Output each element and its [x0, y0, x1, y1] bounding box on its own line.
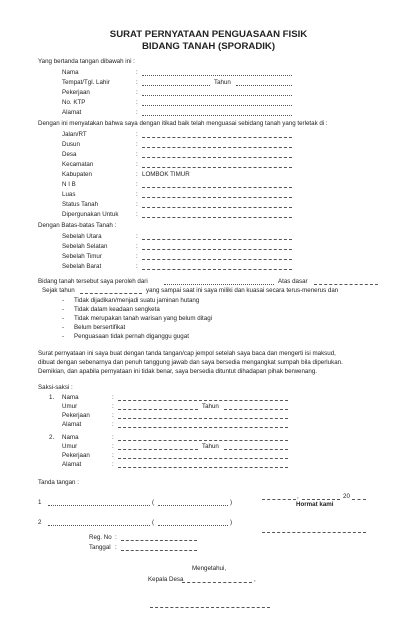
tanggal-label: Tanggal [89, 544, 111, 551]
condition-item: Tidak merupakan tanah warisan yang belum ditagi [74, 315, 213, 322]
witness-label-umur: Umur [62, 443, 78, 450]
label-sebelah-barat: Sebelah Barat [62, 263, 102, 270]
obtained-text-2: Atas dasar [278, 278, 308, 285]
signature-number: 2 [38, 519, 42, 526]
label-no-ktp: No. KTP [62, 99, 86, 106]
field-jalan-rt [142, 131, 292, 138]
field-pekerjaan [142, 89, 292, 96]
label-dipergunakan-untuk: Dipergunakan Untuk [62, 211, 119, 218]
field-kecamatan [142, 161, 292, 168]
condition-item: Tidak dijadikan/menjadi suatu jaminan hutang [74, 297, 200, 304]
field-sebelah-selatan [142, 243, 292, 250]
witness-number: 2. [49, 434, 55, 441]
statement-text: Dengan ini menyatakan bahwa saya dengan itikad baik telah menguasai sebidang tanah yang terletak di : [38, 120, 328, 127]
since-text-1: Sejak tahun [42, 287, 75, 294]
field-since-year [80, 287, 142, 294]
witness-label-umur: Umur [62, 403, 78, 410]
signatures-heading: Tanda tangan : [38, 479, 79, 486]
document-title-line-1: SURAT PERNYATAAN PENGUASAAN FISIK [109, 29, 308, 40]
witness-number: 1. [49, 394, 55, 401]
witness-label-tahun: Tahun [202, 403, 219, 410]
closing-line-3: Demikian, dan apabila pernyataan ini tidak benar, saya bersedia dituntut dihadapan pihak berwenang. [38, 368, 317, 375]
field-sebelah-utara [142, 233, 292, 240]
field-desa [142, 151, 292, 158]
field-status-tanah [142, 201, 292, 208]
tanggal-field [121, 544, 197, 551]
closing-line-1: Surat pernyataan ini saya buat dengan tanda tangan/cap jempol setelah saya baca dan mengerti isi maksud, [38, 350, 336, 357]
label-alamat: Alamat [62, 109, 82, 116]
kepala-desa-label: Kepala Desa [148, 576, 184, 583]
witness-field-umur [118, 443, 198, 450]
field-tempat-lahir [142, 79, 210, 86]
obtained-text-1: Bidang tanah tersebut saya peroleh dari [38, 278, 148, 285]
signature-name-1 [158, 499, 228, 506]
witness-field-pekerjaan [118, 412, 288, 419]
field-dusun [142, 141, 292, 148]
mengetahui-label: Mengetahui, [192, 565, 227, 572]
signature-name-2 [158, 519, 228, 526]
witnesses-heading: Saksi-saksi : [38, 384, 73, 391]
signature-number: 1 [38, 499, 42, 506]
reg-no-field [121, 534, 197, 541]
label-tempat-tgl-lahir: Tempat/Tgl. Lahir [62, 79, 110, 86]
label-nib: N I B [62, 181, 76, 188]
label-jalan-rt: Jalan/RT [62, 131, 87, 138]
kepala-desa-signature-line [150, 601, 270, 608]
reg-no-label: Reg. No [89, 534, 112, 541]
witness-field-alamat [118, 421, 288, 428]
witness-field-alamat [118, 461, 288, 468]
field-nib [142, 181, 292, 188]
field-sebelah-timur [142, 253, 292, 260]
label-dusun: Dusun [62, 141, 80, 148]
witness-field-nama [118, 394, 288, 401]
witness-field-pekerjaan [118, 452, 288, 459]
field-luas [142, 191, 292, 198]
date-field [302, 493, 340, 500]
field-alamat [142, 109, 292, 116]
declarant-signature-line [262, 526, 366, 533]
hormat-kami-label: Hormat kami [296, 501, 334, 508]
label-nama: Nama [62, 69, 79, 76]
year-prefix: 20 [343, 493, 350, 500]
field-nama [142, 69, 292, 76]
closing-line-2: dibuat dengan sebenarnya dan penuh tanggung jawab dan saya bersedia mengangkat sumpah bila diperlukan. [38, 359, 343, 366]
field-sebelah-barat [142, 263, 292, 270]
field-no-ktp [142, 99, 292, 106]
field-dipergunakan-untuk [142, 211, 292, 218]
since-text-2: yang sampai saat ini saya miliki dan kuasai secara terus-menerus dan [146, 287, 339, 294]
witness-label-pekerjaan: Pekerjaan [62, 452, 90, 459]
field-obtained-from [164, 278, 274, 285]
signature-line-1 [48, 499, 150, 506]
place-field [262, 493, 296, 500]
witness-label-pekerjaan: Pekerjaan [62, 412, 90, 419]
label-status-tanah: Status Tanah [62, 201, 99, 208]
document-title-line-2: BIDANG TANAH (SPORADIK) [141, 41, 276, 52]
witness-label-nama: Nama [62, 394, 79, 401]
witness-field-tahun [224, 443, 288, 450]
field-atas-dasar [314, 278, 378, 285]
label-sebelah-selatan: Sebelah Selatan [62, 243, 108, 250]
label-desa: Desa [62, 151, 77, 158]
witness-field-nama [118, 434, 288, 441]
witness-label-alamat: Alamat [62, 421, 82, 428]
signature-line-2 [48, 519, 150, 526]
label-kecamatan: Kecamatan [62, 161, 94, 168]
label-tahun: Tahun [214, 79, 231, 86]
label-luas: Luas [62, 191, 76, 198]
witness-label-tahun: Tahun [202, 443, 219, 450]
intro-text: Yang bertanda tangan dibawah ini : [38, 58, 135, 65]
document-page: SURAT PERNYATAAN PENGUASAAN FISIK BIDANG TANAH (SPORADIK) Yang bertanda tangan dibawah ini : Nama Tempat/Tgl. Lahir Pekerjaan No. KTP Alamat : : : : : Tahun Dengan ini menyatakan bahwa saya dengan itikad baik telah menguasai sebidang tanah yang terletak di : Jalan/RT Dusun Desa Kecamatan Kabupaten N I B Luas Status Tanah Dipergunakan Untuk : : : : : : : : : LOMBOK TIMUR Dengan Batas-batas Tanah : Sebelah Utara Sebelah Selatan Sebelah Timur Sebelah Barat : : : : Bidang tanah tersebut saya peroleh dari Atas dasar Sejak tahun yang sampai saat ini saya miliki dan kuasai secara terus-menerus dan - Tidak dijadikan/menjadi suatu jaminan hutang - Tidak dalam keadaan sengketa - Tidak merupakan tanah warisan yang belum ditagi - Belum bersertifikat - Penguasaan tidak pernah diganggu gugat Surat pernyataan ini saya buat dengan tanda tangan/cap jempol setelah saya baca dan mengerti isi maksud, dibuat dengan sebenarnya dan penuh tanggung jawab dan saya bersedia mengangkat sumpah bila diperlukan. Demikian, dan apabila pernyataan ini tidak benar, saya bersedia dituntut dihadapan pihak berwenang. Saksi-saksi : 1. Nama Umur Pekerjaan Alamat : : : : Tahun 2. Nama Umur Pekerjaan Alamat : : : : Tahun Tanda tangan : 1 ( ) 2 ( ) , 20 Hormat kami Reg. No : Tanggal : Mengetahui, Kepala Desa , [0, 0, 417, 640]
borders-heading: Dengan Batas-batas Tanah : [38, 222, 117, 229]
desa-name-field [182, 576, 252, 583]
witness-field-umur [118, 403, 198, 410]
year-suffix-field [352, 493, 366, 500]
field-tahun [236, 79, 292, 86]
label-kabupaten: Kabupaten [62, 171, 92, 178]
condition-item: Penguasaan tidak pernah diganggu gugat [74, 333, 189, 340]
witness-label-alamat: Alamat [62, 461, 82, 468]
label-sebelah-utara: Sebelah Utara [62, 233, 102, 240]
value-kabupaten: LOMBOK TIMUR [142, 171, 190, 178]
condition-item: Belum bersertifikat [74, 324, 126, 331]
witness-field-tahun [224, 403, 288, 410]
witness-label-nama: Nama [62, 434, 79, 441]
label-pekerjaan: Pekerjaan [62, 89, 90, 96]
label-sebelah-timur: Sebelah Timur [62, 253, 102, 260]
condition-item: Tidak dalam keadaan sengketa [74, 306, 160, 313]
